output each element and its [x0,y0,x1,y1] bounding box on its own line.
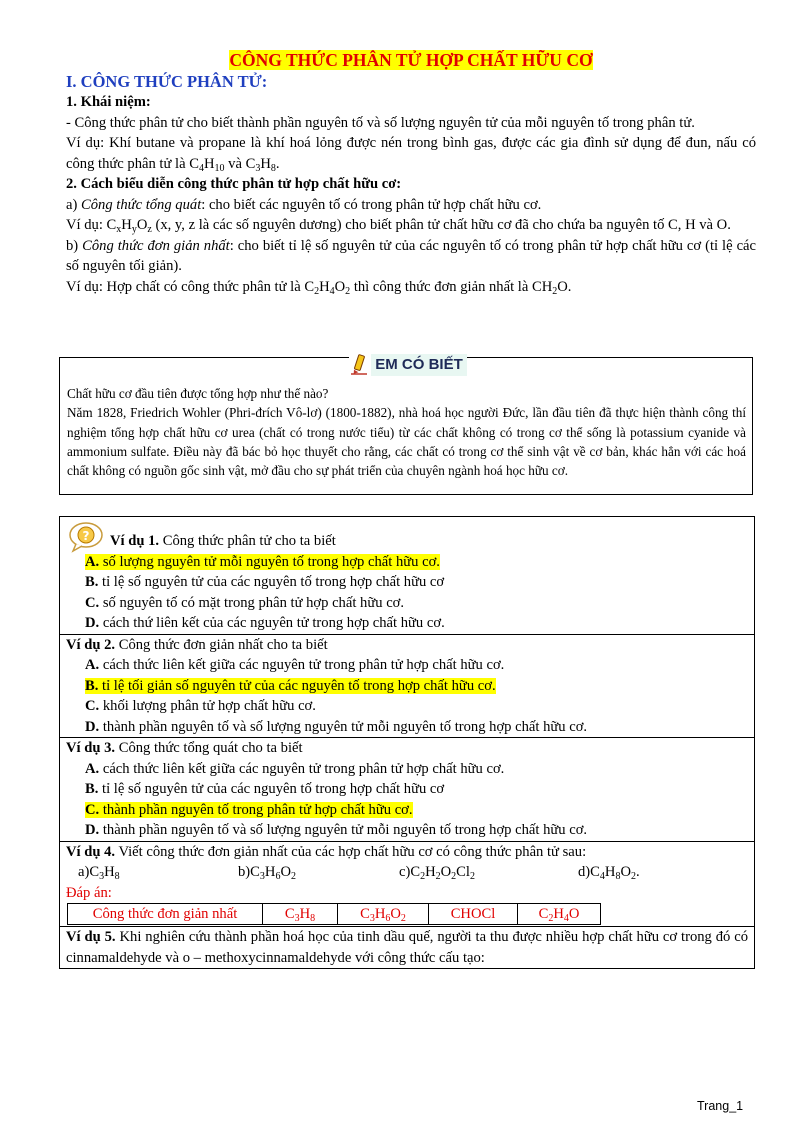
example-1-option-a: A. số lượng nguyên tử mỗi nguyên tố trong hợp chất hữu cơ. [85,553,440,570]
formula-c2h4o2: $C_2H_4O_2$ [304,278,351,297]
page-content [66,48,756,297]
question-bubble-icon [68,521,104,553]
part-a: $a)C_3H_8$ [78,864,120,882]
example-2-row [60,634,755,738]
info-question: Chất hữu cơ đầu tiên được tổng hợp như thế nào? [67,386,329,401]
pencil-icon [349,354,369,376]
example-5-text: Ví dụ 5. Khi nghiên cứu thành phần hoá học của tinh dầu quế, người ta thu được nhiều hợp chất hữu cơ trong đó có cinnamaldehyde và o – methoxycinnamaldehyde với công thức cấu tạo: [66,929,748,966]
answer-b: $C_3H_6O_2$ [338,904,429,925]
example-5-row [60,927,755,969]
example-4-row [60,841,755,927]
example-3-row [60,738,755,842]
example-3-option-d: D. thành phần nguyên tố và số lượng nguyên tử mỗi nguyên tố trong hợp chất hữu cơ. [85,822,588,838]
section-heading: I. CÔNG THỨC PHÂN TỬ: [66,72,268,91]
page-number: Trang_1 [697,1099,744,1113]
did-you-know-box [59,357,753,495]
answer-label: Đáp án: [66,884,112,901]
did-you-know-badge: EM CÓ BIẾT [349,352,467,378]
example-3-option-c: C. thành phần nguyên tố trong phân tử hợp chất hữu cơ. [85,801,413,818]
example-2-question: Ví dụ 2. Công thức đơn giản nhất cho ta biết [66,636,328,653]
page-title: CÔNG THỨC PHÂN TỬ HỢP CHẤT HỮU CƠ [229,50,593,70]
example-1-option-c: C. số nguyên tố có mặt trong phân tử hợp chất hữu cơ. [85,594,405,611]
example-2-option-d: D. thành phần nguyên tố và số lượng nguyên tử mỗi nguyên tố trong hợp chất hữu cơ. [85,718,588,735]
example-2-option-b: B. tỉ lệ tối giản số nguyên tử của các nguyên tố trong hợp chất hữu cơ. [85,677,496,694]
general-formula-def: a) Công thức tổng quát: cho biết các nguyên tố có trong phân tử hợp chất hữu cơ. [66,196,542,213]
general-formula-example: Ví dụ: $C_xH_yO_z$ (x, y, z là các số nguyên dương) cho biết phân tử chất hữu cơ đã cho chứa ba nguyên tố C, H và O. [66,217,731,235]
example-4-parts [66,862,748,883]
example-1-option-b: B. tỉ lệ số nguyên tử của các nguyên tố trong hợp chất hữu cơ [85,574,445,590]
info-paragraph: Năm 1828, Friedrich Wohler (Phri-đrích Vô-lơ) (1800-1882), nhà hoá học người Đức, lần đầu tiên đã thực hiện thành công thí nghiệm tổng hợp chất hữu cơ urea (chất có trong nước tiểu) từ các chất không có trong cơ thể sống là potassium cyanide và ammonium sulfate. Điều này đã bác bỏ học thuyết cho rằng, các chất có trong cơ thể sinh vật về cơ bản, khác hẳn với các hoá chất không có nguồn gốc sinh vật, mở đầu cho sự phát triển của chuyên ngành hoá học hữu cơ. [67,405,746,479]
answer-c: CHOCl [429,904,518,925]
subheading-concept: 1. Khái niệm: [66,94,151,110]
part-b: $b)C_3H_6O_2$ [238,864,296,882]
empirical-formula-example: Ví dụ: Hợp chất có công thức phân tử là $C_2H_4O_2$ thì công thức đơn giản nhất là $CH_2O$. [66,278,572,297]
part-c: $c)C_2H_2O_2Cl_2$ [399,864,475,882]
answer-d: $C_2H_4O$ [518,904,601,925]
formula-cxhyoz: $C_xH_yO_z$ [106,217,152,235]
example-3-option-a: A. cách thức liên kết giữa các nguyên tử trong phân tử hợp chất hữu cơ. [85,760,505,777]
formula-ch2o: $CH_2O$ [531,278,568,297]
example-4-question: Ví dụ 4. Viết công thức đơn giản nhất của các hợp chất hữu cơ có công thức phân tử sau: [66,843,587,860]
example-1-option-d: D. cách thứ liên kết của các nguyên tử trong hợp chất hữu cơ. [85,615,445,631]
svg-text:?: ? [82,529,90,543]
example-1-row [60,517,755,635]
answer-header: Công thức đơn giản nhất [68,904,263,925]
example-3-question: Ví dụ 3. Công thức tổng quát cho ta biết [66,740,303,756]
example-3-option-b: B. tỉ lệ số nguyên tử của các nguyên tố trong hợp chất hữu cơ [85,781,445,797]
example-1-question: Ví dụ 1. Công thức phân tử cho ta biết [110,533,336,549]
example-butane: Ví dụ: Khí butane và propane là khí hoá lỏng được nén trong bình gas, được các gia đình sử dụng để đun, nấu có công thức phân tử là $C_4H_{10}$ và $C_3H_8$. [66,135,756,174]
example-2-option-c: C. khối lượng phân tử hợp chất hữu cơ. [85,698,316,714]
answer-table [67,903,601,925]
subheading-representation: 2. Cách biểu diễn công thức phân tử hợp chất hữu cơ: [66,176,402,192]
answer-a: $C_3H_8$ [263,904,338,925]
examples-table [59,516,755,969]
part-d: $d)C_4H_8O_2$. [578,864,640,882]
definition: - Công thức phân tử cho biết thành phần nguyên tố và số lượng nguyên tử của mỗi nguyên tố trong phân tử. [66,114,695,131]
empirical-formula-def: b) Công thức đơn giản nhất: cho biết tỉ lệ số nguyên tử của các nguyên tố có trong phân tử hợp chất hữu cơ (tỉ lệ các số nguyên tối giản). [66,237,756,274]
example-2-option-a: A. cách thức liên kết giữa các nguyên tử trong phân tử hợp chất hữu cơ. [85,657,505,673]
